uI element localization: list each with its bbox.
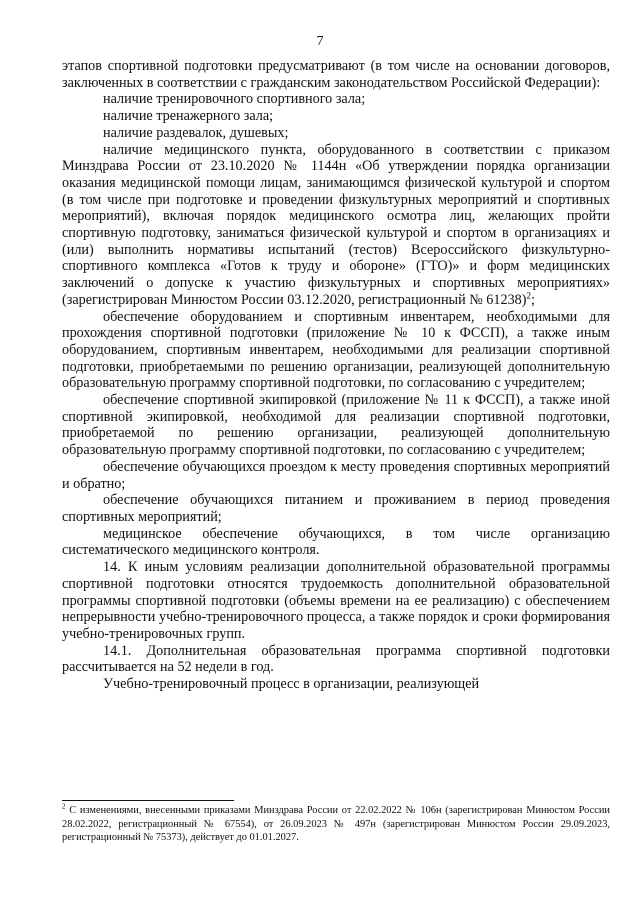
- paragraph-text: наличие медицинского пункта, оборудованного в соответствии с приказом Минздрава России от 23.10.2020 № 1144н «Об утверждении порядка организации оказания медицинской помощи лицам, занимающимся физической культурой и спортом (в том числе при подготовке и проведении физкультурных мероприятий и спортивных мероприятий), включая порядок медицинского осмотра лиц, желающих пройти спортивную подготовку, заниматься физической культурой и спортом в организациях и (или) выполнить нормативы испытаний (тестов) Всероссийского физкультурно-спортивного комплекса «Готов к труду и обороне» (ГТО)» и форм медицинских заключений о допуске к участию физкультурных и спортивных мероприятиях» (зарегистрирован Минюстом России 03.12.2020, регистрационный № 61238): [62, 141, 610, 308]
- paragraph: 14. К иным условиям реализации дополнительной образовательной программы спортивной подготовки относятся трудоемкость дополнительной образовательной программы спортивной подготовки (объемы времени на ее реализацию) с обеспечением непрерывности учебно-тренировочного процесса, а также порядок и сроки формирования учебно-тренировочных групп.: [62, 559, 610, 642]
- paragraph: наличие тренажерного зала;: [103, 108, 274, 125]
- paragraph: наличие тренировочного спортивного зала;: [103, 91, 366, 108]
- footnote: [62, 804, 610, 845]
- paragraph: этапов спортивной подготовки предусматривают (в том числе на основании договоров, заключенных в соответствии с гражданским законодательством Российской Федерации):: [62, 58, 610, 91]
- body-text: [62, 58, 610, 693]
- paragraph: обеспечение обучающихся проездом к месту проведения спортивных мероприятий и обратно;: [62, 458, 610, 492]
- paragraph: Учебно-тренировочный процесс в организации, реализующей: [103, 676, 480, 693]
- footnote-mark: 2: [62, 802, 66, 811]
- paragraph: 14.1. Дополнительная образовательная программа спортивной подготовки рассчитывается на 52 недели в год.: [62, 642, 610, 676]
- paragraph: обеспечение спортивной экипировкой (приложение № 11 к ФССП), а также иной спортивной экипировкой, необходимой для реализации спортивной подготовки, приобретаемой по решению организации, реализующей дополнительную образовательную программу спортивной подготовки, по согласованию с учредителем;: [62, 392, 610, 459]
- footnote-divider: [62, 800, 234, 801]
- paragraph: обеспечение обучающихся питанием и проживанием в период проведения спортивных мероприятий;: [62, 492, 610, 525]
- paragraph: медицинское обеспечение обучающихся, в том числе организацию систематического медицинского контроля.: [62, 525, 610, 559]
- page-number: 7: [316, 34, 324, 49]
- footnote-reference: 2: [526, 290, 532, 301]
- paragraph: наличие раздевалок, душевых;: [103, 124, 289, 141]
- paragraph-tail: ;: [531, 291, 535, 308]
- paragraph-medical-point: [62, 142, 610, 309]
- paragraph: обеспечение оборудованием и спортивным инвентарем, необходимыми для прохождения спортивной подготовки (приложение № 10 к ФССП), а также иным оборудованием, спортивным инвентарем, необходимыми для реализации спортивной подготовки, приобретаемыми по решению организации, реализующей дополнительную образовательную программу спортивной подготовки, по согласованию с учредителем;: [62, 308, 610, 392]
- footnote-text: С изменениями, внесенными приказами Минздрава России от 22.02.2022 № 106н (зарегистрирован Минюстом России 28.02.2022, регистрационный № 67554), от 26.09.2023 № 497н (зарегистрирован Минюстом России 29.09.2023, регистрационный № 75373), действует до 01.01.2027.: [62, 805, 610, 843]
